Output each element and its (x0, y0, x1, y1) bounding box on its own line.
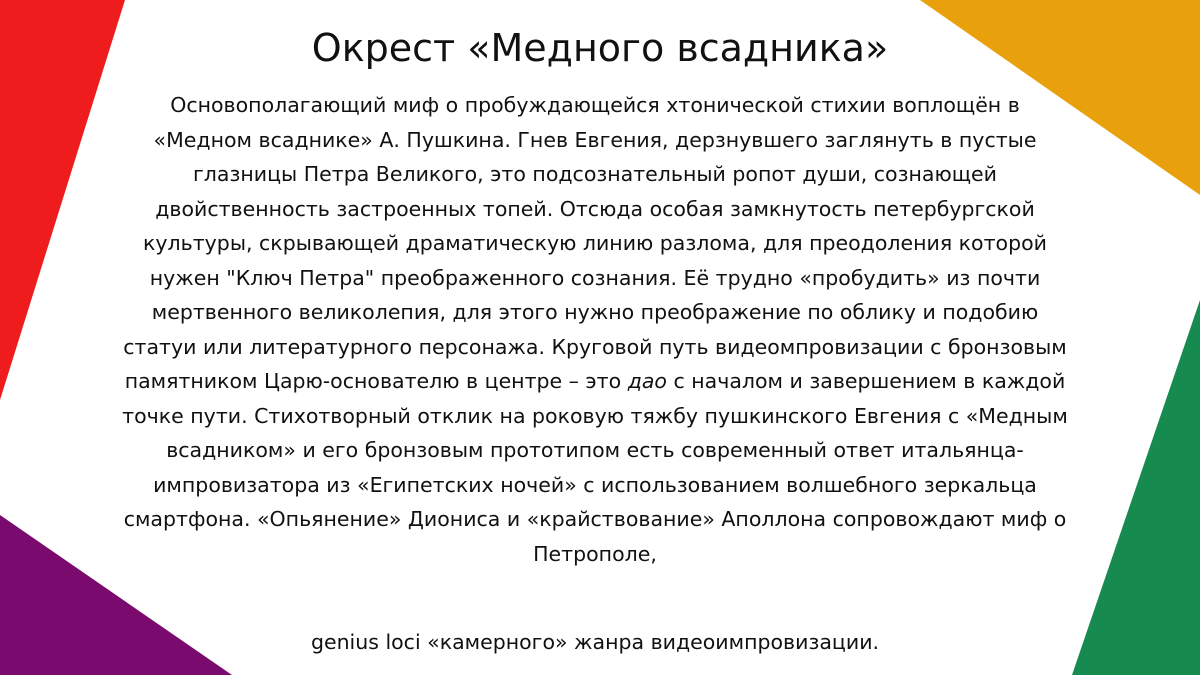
paragraph-italic-word: дао (627, 369, 667, 393)
main-paragraph (120, 88, 1070, 571)
paragraph-part-1: Основополагающий миф о пробуждающейся хтонической стихии воплощён в «Медном всаднике» А. Пушкина. Гнев Евгения, дерзнувшего заглянуть в пустые глазницы Петра Великого, это подсознательный ропот души, сознающей двойственность застроенных топей. Отсюда особая замкнутость петербургской культуры, скрывающей драматическую линию разлома, для преодоления которой нужен "Ключ Петра" преображенного сознания. Её трудно «пробудить» из почти мертвенного великолепия, для этого нужно преображение по облику и подобию статуи или литературного персонажа. Круговой путь видеомпровизации с бронзовым памятником Царю-основателю в центре – это (123, 93, 1067, 393)
paragraph-part-2: с началом и завершением в каждой точке пути. Стихотворный отклик на роковую тяжбу пушкинского Евгения с «Медным всадником» и его бронзовым прототипом есть современный ответ итальянца-импровизатора из «Египетских ночей» с использованием волшебного зеркальца смартфона. «Опьянение» Диониса и «крайствование» Аполлона сопровождают миф о Петрополе, (122, 369, 1068, 566)
slide-title: Окрест «Медного всадника» (311, 26, 889, 70)
green-corner-shape (1072, 300, 1200, 675)
footer-line: genius loci «камерного» жанра видеоимпровизации. (310, 630, 880, 654)
